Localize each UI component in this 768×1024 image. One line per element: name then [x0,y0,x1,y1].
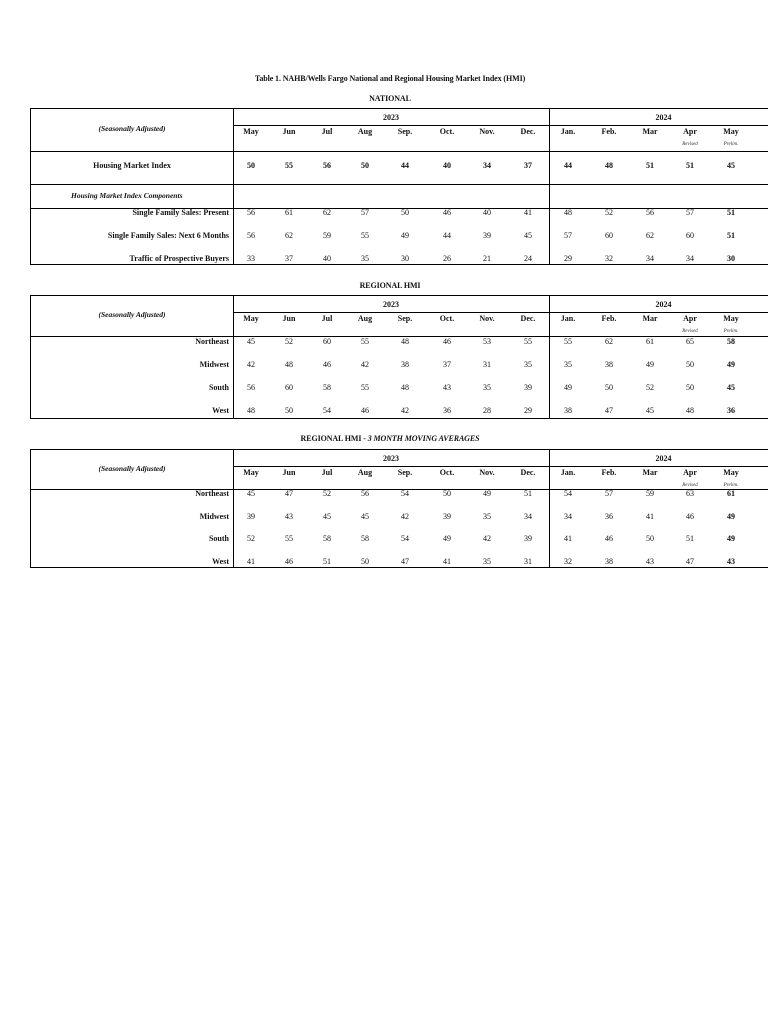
data-cell: 63 [686,489,694,498]
row-label: West [212,406,229,415]
data-cell: 45 [727,383,735,392]
divider-year-row [233,466,768,467]
data-cell: 50 [401,208,409,217]
data-cell: 42 [401,511,409,521]
data-cell: 28 [483,406,491,415]
hmi-value: 50 [247,161,255,170]
year-2024: 2024 [655,454,672,463]
data-cell: 54 [401,489,409,498]
data-cell: 49 [564,383,572,392]
data-cell: 56 [247,208,255,217]
components-label: Housing Market Index Components [71,191,183,200]
seasonally-adjusted-label: (Seasonally Adjusted) [98,463,166,473]
data-cell: 46 [443,208,451,217]
data-cell: 38 [564,406,572,415]
data-cell: 56 [646,208,654,217]
month-header: May [243,127,259,136]
month-header: May [723,314,739,323]
month-header: Jan. [560,314,576,323]
data-cell: 29 [524,406,532,415]
data-cell: 29 [564,254,572,263]
data-cell: 35 [361,254,369,263]
data-cell: 21 [483,254,491,263]
national-table [30,108,768,265]
month-header: Mar [642,127,658,136]
data-cell: 36 [727,406,735,415]
row-label: South [208,383,229,392]
data-cell: 42 [401,406,409,415]
year-2023: 2023 [383,300,399,309]
data-cell: 50 [686,383,694,392]
data-cell: 41 [646,511,654,521]
seasonally-adjusted-label: (Seasonally Adjusted) [98,310,166,319]
data-cell: 46 [605,534,613,543]
data-cell: 48 [686,406,694,415]
data-cell: 52 [285,337,293,346]
divider-year-row [233,312,768,313]
data-cell: 34 [686,254,694,263]
regional-avg-heading [0,434,768,443]
data-cell: 39 [524,534,532,543]
data-cell: 36 [443,406,451,415]
data-cell: 38 [605,360,613,369]
row-label: Midwest [199,511,229,521]
data-cell: 39 [443,511,451,521]
row-label: Single Family Sales: Next 6 Months [107,231,229,240]
data-cell: 52 [605,208,613,217]
data-cell: 49 [483,489,491,498]
hmi-value: 55 [285,161,293,170]
data-cell: 34 [646,254,654,263]
regional-avg-heading-italic: 3 MONTH MOVING AVERAGES [367,434,480,443]
data-cell: 58 [727,337,735,346]
data-cell: 51 [727,208,735,217]
data-cell: 62 [323,208,331,217]
regional-avg-heading-main: REGIONAL HMI - [300,434,368,443]
data-cell: 56 [247,231,255,240]
data-cell: 31 [483,360,491,369]
note-revised: Revised [682,142,698,147]
data-cell: 39 [483,231,491,240]
data-cell: 31 [524,556,532,566]
data-cell: 35 [524,360,532,369]
data-cell: 59 [646,489,654,498]
month-header: Feb. [601,468,617,477]
data-cell: 34 [524,511,532,521]
data-cell: 41 [564,534,572,543]
data-cell: 50 [285,406,293,415]
data-cell: 41 [524,208,532,217]
data-cell: 32 [564,556,572,566]
hmi-value: 40 [443,161,451,170]
data-cell: 46 [323,360,331,369]
data-cell: 30 [401,254,409,263]
data-cell: 42 [247,360,255,369]
regional-table [30,295,768,419]
data-cell: 36 [605,511,613,521]
data-cell: 54 [564,489,572,498]
data-cell: 50 [646,534,654,543]
data-cell: 57 [361,208,369,217]
data-cell: 54 [323,406,331,415]
data-cell: 55 [285,534,293,543]
data-cell: 60 [686,231,694,240]
data-cell: 40 [483,208,491,217]
data-cell: 43 [285,511,293,521]
regional-heading: REGIONAL HMI [359,281,421,290]
data-cell: 57 [564,231,572,240]
data-cell: 46 [686,511,694,521]
month-header: Dec. [520,127,536,136]
data-cell: 47 [285,489,293,498]
data-cell: 45 [247,337,255,346]
month-header: Feb. [601,314,617,323]
hmi-value: 44 [564,161,572,170]
year-2023: 2023 [383,113,399,122]
hmi-value: 48 [605,161,613,170]
month-header: Apr [683,468,697,477]
data-cell: 51 [323,556,331,566]
data-cell: 49 [646,360,654,369]
month-header: Oct. [439,127,455,136]
row-label: South [208,534,229,543]
data-cell: 60 [285,383,293,392]
month-header: May [243,314,259,323]
hmi-value: 44 [401,161,409,170]
note-prelim: Prelim. [723,329,739,334]
data-cell: 37 [285,254,293,263]
data-cell: 39 [247,511,255,521]
month-header: Jul [321,468,333,477]
data-cell: 55 [361,231,369,240]
data-cell: 52 [323,489,331,498]
data-cell: 50 [361,556,369,566]
data-cell: 51 [686,534,694,543]
data-cell: 47 [605,406,613,415]
data-cell: 38 [401,360,409,369]
data-cell: 61 [646,337,654,346]
month-header: Oct. [439,314,455,323]
data-cell: 47 [686,556,694,566]
data-cell: 53 [483,337,491,346]
row-label: West [212,556,229,566]
year-2024: 2024 [655,113,672,122]
divider-year-row [233,125,768,126]
hmi-value: 51 [686,161,694,170]
data-cell: 49 [443,534,451,543]
data-cell: 60 [323,337,331,346]
data-cell: 33 [247,254,255,263]
data-cell: 45 [524,231,532,240]
month-header: Nov. [479,314,495,323]
data-cell: 58 [323,534,331,543]
data-cell: 62 [285,231,293,240]
month-header: Jul [321,127,333,136]
month-header: Jun [282,314,296,323]
month-header: Dec. [520,314,536,323]
data-cell: 35 [564,360,572,369]
data-cell: 48 [285,360,293,369]
row-label: Single Family Sales: Present [132,208,229,217]
hmi-value: 37 [524,161,532,170]
note-prelim: Prelim. [723,483,739,488]
hmi-value: 45 [727,161,735,170]
data-cell: 42 [483,534,491,543]
data-cell: 54 [401,534,409,543]
note-prelim: Prelim. [723,142,739,147]
data-cell: 26 [443,254,451,263]
month-header: Aug [357,468,373,477]
data-cell: 48 [401,383,409,392]
data-cell: 37 [443,360,451,369]
data-cell: 56 [361,489,369,498]
data-cell: 40 [323,254,331,263]
data-cell: 56 [247,383,255,392]
month-header: Jul [321,314,333,323]
month-header: Apr [683,314,697,323]
data-cell: 43 [443,383,451,392]
data-cell: 32 [605,254,613,263]
data-cell: 48 [401,337,409,346]
data-cell: 45 [646,406,654,415]
data-cell: 52 [247,534,255,543]
data-cell: 34 [564,511,572,521]
month-header: Mar [642,314,658,323]
data-cell: 57 [605,489,613,498]
data-cell: 52 [646,383,654,392]
data-cell: 41 [443,556,451,566]
month-header: Nov. [479,127,495,136]
row-label: Northeast [195,337,229,346]
national-heading: NATIONAL [369,94,411,103]
row-label: Traffic of Prospective Buyers [129,254,229,263]
month-header: Aug [357,314,373,323]
data-cell: 46 [285,556,293,566]
month-header: Dec. [520,468,536,477]
data-cell: 43 [727,556,735,566]
data-cell: 49 [727,534,735,543]
month-header: Jan. [560,127,576,136]
data-cell: 51 [727,231,735,240]
data-cell: 55 [361,337,369,346]
hmi-label: Housing Market Index [93,161,171,170]
month-header: Jun [282,127,296,136]
data-cell: 45 [247,489,255,498]
month-header: Sep. [397,468,413,477]
hmi-value: 56 [323,161,331,170]
month-header: Sep. [397,314,413,323]
note-revised: Revised [682,329,698,334]
data-cell: 61 [285,208,293,217]
month-header: May [723,127,739,136]
data-cell: 49 [727,360,735,369]
data-cell: 55 [564,337,572,346]
year-2023: 2023 [383,454,399,463]
data-cell: 62 [605,337,613,346]
data-cell: 39 [524,383,532,392]
hmi-value: 51 [646,161,654,170]
row-label: Midwest [199,360,229,369]
hmi-value: 34 [483,161,491,170]
data-cell: 49 [727,511,735,521]
data-cell: 42 [361,360,369,369]
data-cell: 50 [443,489,451,498]
note-revised: Revised [682,483,698,488]
regional-avg-table [30,449,768,568]
data-cell: 35 [483,556,491,566]
data-cell: 43 [646,556,654,566]
data-cell: 49 [401,231,409,240]
month-header: Mar [642,468,658,477]
divider-header [31,151,768,152]
month-header: Nov. [479,468,495,477]
data-cell: 65 [686,337,694,346]
data-cell: 44 [443,231,451,240]
month-header: Jun [282,468,296,477]
data-cell: 46 [443,337,451,346]
data-cell: 45 [361,511,369,521]
data-cell: 58 [361,534,369,543]
data-cell: 46 [361,406,369,415]
seasonally-adjusted-label: (Seasonally Adjusted) [98,124,166,133]
data-cell: 38 [605,556,613,566]
data-cell: 55 [361,383,369,392]
year-2024: 2024 [655,300,672,309]
month-header: Aug [357,127,373,136]
row-label: Northeast [195,489,229,498]
data-cell: 59 [323,231,331,240]
data-cell: 55 [524,337,532,346]
divider-hmi [31,184,768,185]
data-cell: 48 [247,406,255,415]
month-header: May [723,468,739,477]
data-cell: 51 [524,489,532,498]
month-header: Feb. [601,127,617,136]
data-cell: 50 [686,360,694,369]
data-cell: 41 [247,556,255,566]
data-cell: 47 [401,556,409,566]
month-header: Oct. [439,468,455,477]
data-cell: 24 [524,254,532,263]
data-cell: 61 [727,489,735,498]
data-cell: 62 [646,231,654,240]
hmi-value: 50 [361,161,369,170]
data-cell: 35 [483,511,491,521]
data-cell: 60 [605,231,613,240]
month-header: Sep. [397,127,413,136]
data-cell: 58 [323,383,331,392]
data-cell: 57 [686,208,694,217]
table-title: Table 1. NAHB/Wells Fargo National and Regional Housing Market Index (HMI) [254,74,526,83]
month-header: Jan. [560,468,576,477]
data-cell: 35 [483,383,491,392]
data-cell: 50 [605,383,613,392]
month-header: May [243,468,259,477]
month-header: Apr [683,127,697,136]
data-cell: 48 [564,208,572,217]
data-cell: 45 [323,511,331,521]
data-cell: 30 [727,254,735,263]
